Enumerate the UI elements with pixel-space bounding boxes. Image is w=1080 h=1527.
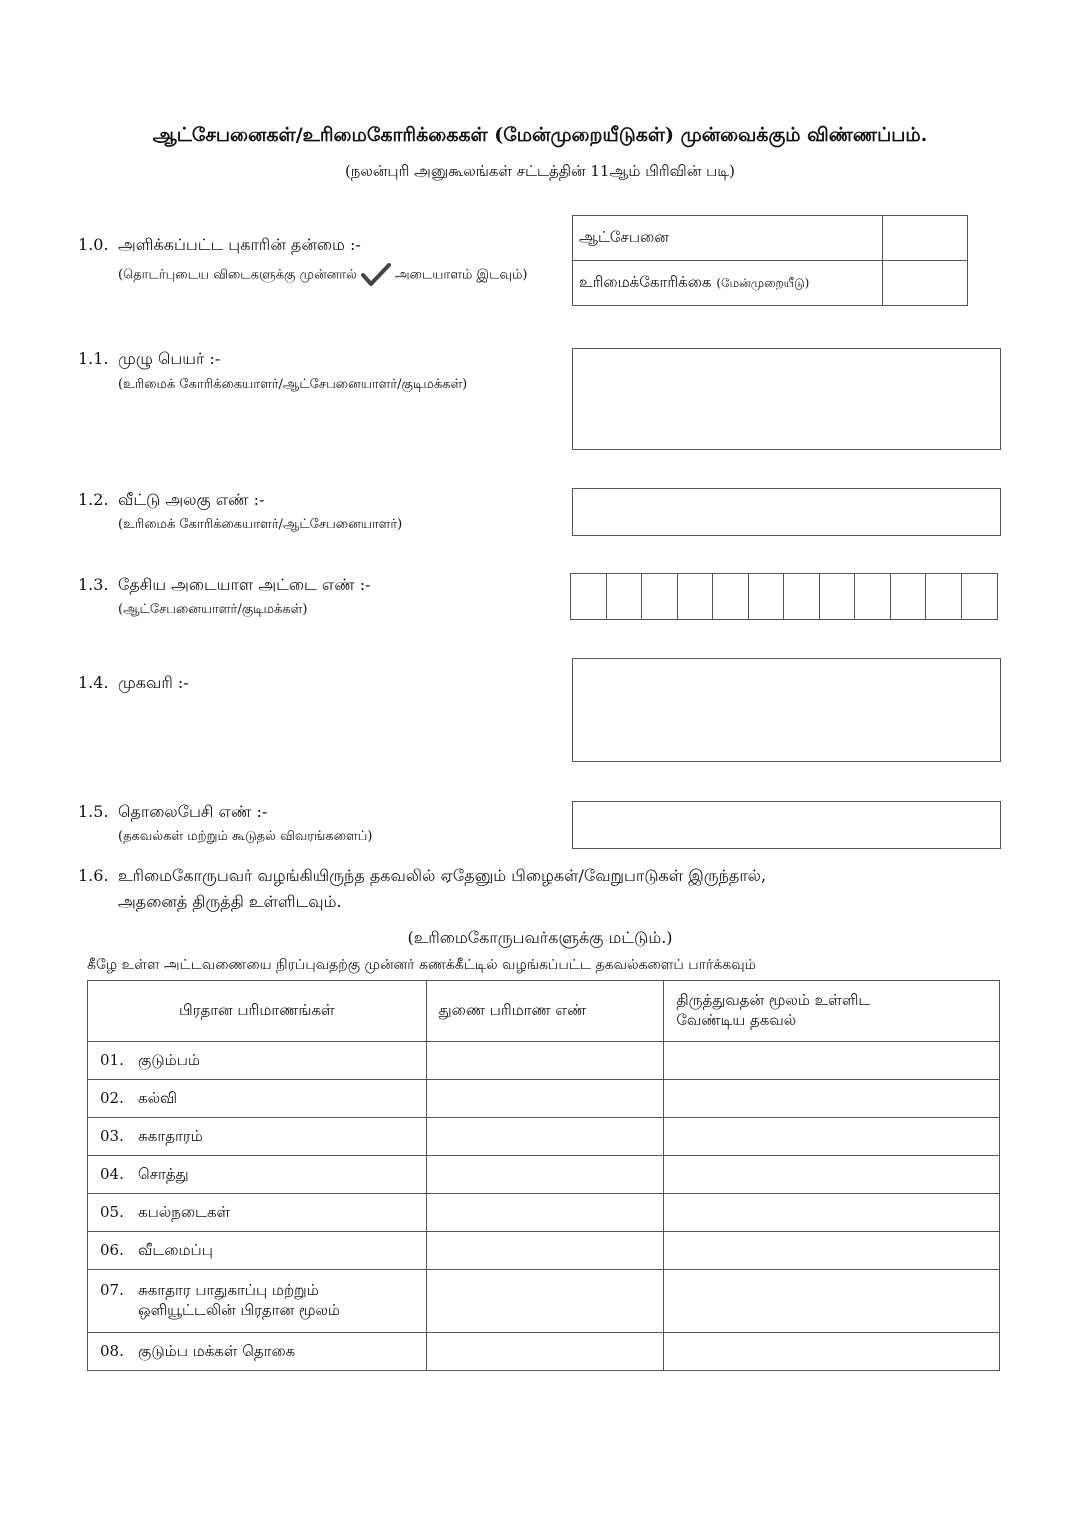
correction-input[interactable] [664, 1156, 1000, 1194]
address-field[interactable] [572, 658, 1001, 762]
row-label: சுகாதார பாதுகாப்பு மற்றும் [138, 1281, 319, 1299]
option-objection-label: ஆட்சேபனை [573, 216, 883, 261]
page-title: ஆட்சேபனைகள்/உரிமைகோரிக்கைகள் (மேன்முறையீடுகள்) முன்வைக்கும் விண்ணப்பம். [152, 124, 928, 146]
dimension-cell [88, 1080, 427, 1118]
instruction-before: (தொடர்புடைய விடைகளுக்கு முன்னால் [118, 267, 357, 283]
row-label-multiline [138, 1281, 340, 1321]
row-label: குடும்பம் [138, 1050, 200, 1069]
dimension-cell [88, 1118, 427, 1156]
dimension-cell [88, 1270, 427, 1333]
nic-sub: (ஆட்சேபனையாளர்/குடிமக்கள்) [118, 602, 308, 617]
correction-input[interactable] [664, 1232, 1000, 1270]
correction-input[interactable] [664, 1118, 1000, 1156]
sub-dimension-input[interactable] [426, 1080, 664, 1118]
option-claim-checkbox[interactable] [883, 261, 968, 306]
correction-input[interactable] [664, 1194, 1000, 1232]
table-row [88, 1232, 1000, 1270]
correction-input[interactable] [664, 1270, 1000, 1333]
phone-label: தொலைபேசி எண் :- [118, 802, 268, 821]
row-number: 03. [100, 1126, 124, 1145]
nic-digit-box[interactable] [891, 574, 927, 619]
section-number: 1.5. [78, 802, 109, 821]
dimension-cell [88, 1156, 427, 1194]
nic-digit-box[interactable] [784, 574, 820, 619]
section-number: 1.1. [78, 349, 109, 368]
table-header-row [88, 981, 1000, 1042]
table-row [88, 1194, 1000, 1232]
row-label: கல்வி [138, 1088, 178, 1107]
sub-dimension-input[interactable] [426, 1270, 664, 1333]
section-number: 1.4. [78, 673, 109, 692]
sub-dimension-input[interactable] [426, 1042, 664, 1080]
row-number: 07. [100, 1281, 124, 1299]
row-number: 06. [100, 1240, 124, 1259]
sub-dimension-input[interactable] [426, 1194, 664, 1232]
complaint-nature-options [572, 215, 968, 306]
nic-digit-box[interactable] [855, 574, 891, 619]
section-number: 1.0. [78, 235, 109, 254]
col-correction-info [664, 981, 1000, 1042]
nic-digit-box[interactable] [571, 574, 607, 619]
instruction-after: அடையாளம் இடவும்) [395, 267, 528, 283]
col-correction-info-line1: திருத்துவதன் மூலம் உள்ளிட [676, 991, 871, 1009]
page-subtitle: (நலன்புரி அனுகூலங்கள் சட்டத்தின் 11ஆம் பிரிவின் படி) [344, 162, 736, 180]
nic-digit-box[interactable] [926, 574, 962, 619]
option-claim-text: உரிமைக்கோரிக்கை [579, 273, 712, 291]
section-number: 1.6. [78, 866, 109, 885]
correction-input[interactable] [664, 1042, 1000, 1080]
nic-digit-box[interactable] [749, 574, 785, 619]
full-name-field[interactable] [572, 348, 1001, 450]
house-unit-sub: (உரிமைக் கோரிக்கையாளர்/ஆட்சேபனையாளர்) [118, 517, 403, 532]
option-objection-checkbox[interactable] [883, 216, 968, 261]
nic-digit-box[interactable] [820, 574, 856, 619]
nic-digit-box[interactable] [962, 574, 998, 619]
row-number: 08. [100, 1341, 124, 1360]
col-correction-info-line2: வேண்டிய தகவல் [676, 1011, 797, 1029]
correction-input[interactable] [664, 1080, 1000, 1118]
phone-field[interactable] [572, 801, 1001, 849]
table-row [88, 1118, 1000, 1156]
complaint-nature-label: அளிக்கப்பட்ட புகாரின் தன்மை :- [118, 235, 361, 254]
row-label-line2: ஒளியூட்டலின் பிரதான மூலம் [138, 1301, 340, 1319]
row-number: 02. [100, 1088, 124, 1107]
table-row [88, 1156, 1000, 1194]
option-claim-label [573, 261, 883, 306]
claimants-only-note: (உரிமைகோருபவர்களுக்கு மட்டும்.) [407, 928, 673, 947]
sub-dimension-input[interactable] [426, 1118, 664, 1156]
row-number: 05. [100, 1202, 124, 1221]
correction-instruction-line2: அதனைத் திருத்தி உள்ளிடவும். [118, 892, 342, 911]
table-row [88, 1042, 1000, 1080]
dimensions-table [87, 980, 1000, 1371]
table-row [88, 1333, 1000, 1371]
section-number: 1.2. [78, 490, 109, 509]
house-unit-field[interactable] [572, 488, 1001, 536]
dimension-cell [88, 1042, 427, 1080]
table-row [88, 1270, 1000, 1333]
correction-instruction-line1: உரிமைகோருபவர் வழங்கியிருந்த தகவலில் ஏதேனும் பிழைகள்/வேறுபாடுகள் இருந்தால், [118, 866, 767, 885]
checkmark-icon [361, 263, 391, 287]
nic-digit-box[interactable] [713, 574, 749, 619]
row-label: சுகாதாரம் [138, 1126, 203, 1145]
table-row [88, 1080, 1000, 1118]
col-sub-dimension-number: துணை பரிமாண எண் [426, 981, 664, 1042]
table-instruction: கீழே உள்ள அட்டவணையை நிரப்புவதற்கு முன்னர் கணக்கீட்டில் வழங்கப்பட்ட தகவல்களைப் பார்க்கவும் [87, 957, 756, 973]
nic-digit-box[interactable] [607, 574, 643, 619]
complaint-nature-instruction [118, 263, 527, 287]
row-label: குடும்ப மக்கள் தொகை [138, 1341, 296, 1360]
address-label: முகவரி :- [118, 673, 189, 692]
sub-dimension-input[interactable] [426, 1333, 664, 1371]
row-label: கபல்நடைகள் [138, 1202, 231, 1221]
sub-dimension-input[interactable] [426, 1232, 664, 1270]
nic-digit-box[interactable] [678, 574, 714, 619]
dimension-cell [88, 1333, 427, 1371]
row-number: 01. [100, 1050, 124, 1069]
row-label: சொத்து [138, 1164, 189, 1183]
nic-label: தேசிய அடையாள அட்டை எண் :- [118, 575, 371, 594]
section-number: 1.3. [78, 575, 109, 594]
option-claim-note: (மேன்முறையீடு) [716, 276, 810, 290]
dimension-cell [88, 1194, 427, 1232]
phone-sub: (தகவல்கள் மற்றும் கூடுதல் விவரங்களைப்) [118, 829, 373, 844]
row-number: 04. [100, 1164, 124, 1183]
col-main-dimensions: பிரதான பரிமாணங்கள் [88, 981, 427, 1042]
dimension-cell [88, 1232, 427, 1270]
sub-dimension-input[interactable] [426, 1156, 664, 1194]
row-label: வீடமைப்பு [138, 1240, 213, 1259]
full-name-sub: (உரிமைக் கோரிக்கையாளர்/ஆட்சேபனையாளர்/குடிமக்கள்) [118, 377, 468, 392]
nic-digit-boxes [570, 573, 998, 620]
full-name-label: முழு பெயர் :- [118, 349, 221, 368]
correction-input[interactable] [664, 1333, 1000, 1371]
nic-digit-box[interactable] [642, 574, 678, 619]
house-unit-label: வீட்டு அலகு எண் :- [118, 490, 265, 509]
